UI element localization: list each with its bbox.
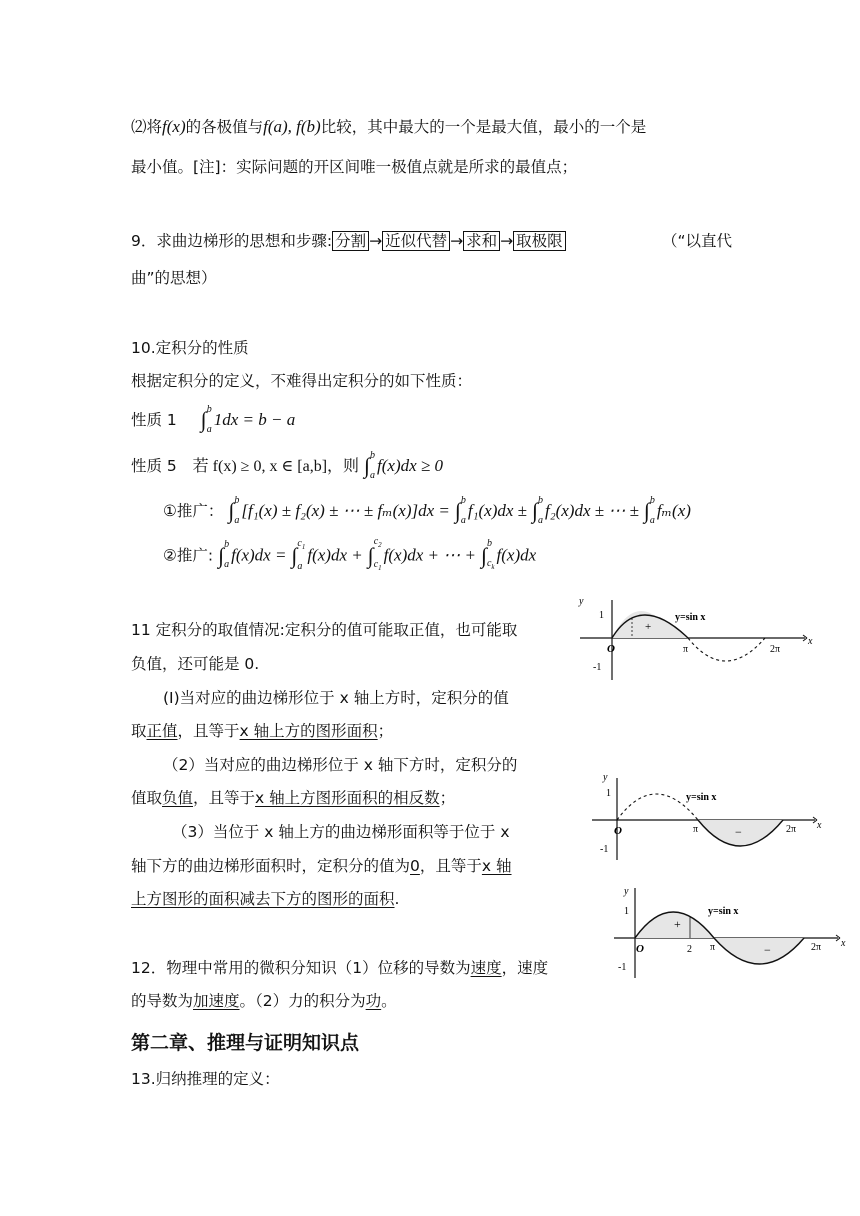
- x-label: x: [841, 938, 846, 949]
- text: ，且等于: [419, 857, 482, 875]
- plus-sign: +: [674, 917, 681, 931]
- generalization-1-rhs-3: fₘ(x): [656, 501, 691, 520]
- text: ；: [377, 722, 394, 740]
- property-5-condition: 若 f(x) ≥ 0, x ∈ [a,b]，则: [192, 458, 360, 475]
- origin-label: O: [636, 943, 644, 955]
- tick-pi: π: [683, 644, 689, 655]
- text: 。: [381, 992, 397, 1010]
- tick-neg-1: -1: [593, 662, 602, 673]
- text: ，速度: [501, 959, 549, 977]
- math-fx: f(x): [162, 117, 186, 136]
- underlined-term: 加速度: [193, 992, 240, 1010]
- generalization-2-term-1: f(x)dx +: [307, 545, 363, 565]
- integral-sign: ∫: [363, 453, 371, 478]
- y-label: y: [579, 596, 584, 607]
- tick-2pi: 2π: [770, 644, 781, 655]
- sine-graph-negative: [590, 768, 825, 863]
- integral-sign: ∫: [531, 498, 538, 523]
- property-1-formula: 1dx = b − a: [213, 410, 296, 429]
- section-11-case-3: （3）当位于 x 轴上方的曲边梯形面积等于位于 x: [172, 823, 510, 841]
- para-extrema-note: 最小值。[注]：实际问题的开区间唯一极值点就是所求的最值点；: [131, 158, 578, 176]
- section-11-case-1: (Ⅰ)当对应的曲边梯形位于 x 轴上方时，定积分的值: [163, 689, 509, 707]
- section-11-case-2: （2）当对应的曲边梯形位于 x 轴下方时，定积分的: [163, 756, 518, 774]
- underlined-term: 正值: [146, 722, 178, 740]
- section-11-case-1-cont: [131, 721, 393, 741]
- tick-pi: π: [710, 942, 716, 953]
- section-13-title: 13.归纳推理的定义：: [131, 1070, 280, 1088]
- x-label: x: [817, 820, 822, 831]
- generalization-2-lhs: f(x)dx =: [231, 545, 287, 565]
- section-11-line-1: 11 定积分的取值情况:定积分的值可能取正值，也可能取: [131, 621, 518, 639]
- text: ⑵将: [131, 118, 163, 136]
- tick-1: 1: [599, 610, 604, 621]
- tick-2pi: 2π: [811, 942, 822, 953]
- section-10-intro: 根据定积分的定义，不难得出定积分的如下性质：: [131, 372, 473, 390]
- y-label: y: [603, 772, 608, 783]
- section-9: [131, 231, 566, 251]
- step-box-4: 取极限: [513, 231, 566, 251]
- tick-neg-1: -1: [600, 844, 609, 855]
- arrow-right-icon: →: [450, 232, 464, 250]
- tick-pi: π: [693, 824, 699, 835]
- generalization-2-term-3: f(x)dx: [496, 545, 537, 565]
- text: 12．物理中常用的微积分知识（1）位移的导数为: [131, 959, 471, 977]
- integral-sign: ∫: [480, 542, 487, 568]
- integral-sign: ∫: [454, 498, 461, 523]
- section-10-title: 10.定积分的性质: [131, 339, 249, 357]
- minus-sign: −: [764, 943, 771, 957]
- tick-2: 2: [687, 944, 692, 955]
- function-label: y=sin x: [686, 792, 717, 803]
- text: 的各极值与: [185, 118, 264, 136]
- section-11-case-3-cont: [131, 856, 512, 876]
- arrow-right-icon: →: [500, 232, 514, 250]
- text: ，且等于: [193, 789, 256, 807]
- math-fa-fb: f(a), f(b): [263, 117, 321, 136]
- property-1: 性质 1 ∫ b a 1dx = b − a: [131, 403, 296, 435]
- text: 比较，其中最大的一个是最大值，最小的一个是: [320, 118, 647, 136]
- function-label: y=sin x: [708, 906, 739, 917]
- section-11-case-2-cont: [131, 788, 455, 808]
- y-label: y: [624, 886, 629, 897]
- generalization-1-label: ①推广：: [163, 502, 224, 520]
- section-9-tail: （“以直代: [662, 232, 733, 250]
- sine-graph-positive: [575, 592, 815, 684]
- property-1-label: 性质 1: [131, 411, 177, 429]
- section-9-lead: 9．求曲边梯形的思想和步骤:: [131, 232, 333, 250]
- text: ，且等于: [177, 722, 240, 740]
- function-label: y=sin x: [675, 612, 706, 623]
- step-box-2: 近似代替: [382, 231, 450, 251]
- step-box-3: 求和: [463, 231, 500, 251]
- property-5-label: 性质 5: [131, 457, 177, 475]
- text: 轴下方的曲边梯形面积时，定积分的值为: [131, 857, 411, 875]
- text: 取: [131, 722, 147, 740]
- underlined-term: x 轴: [481, 857, 512, 875]
- underlined-term: 上方图形的面积减去下方的图形的面积: [131, 890, 395, 908]
- generalization-1-lhs: [f₁(x) ± f₂(x) ± ⋯ ± fₘ(x)]dx =: [241, 501, 450, 520]
- sine-graph-both: [612, 882, 850, 982]
- integral-sign: ∫: [200, 407, 207, 432]
- sine-curve-dashed: [688, 638, 765, 661]
- arrow-right-icon: →: [369, 232, 383, 250]
- plus-sign: +: [645, 621, 652, 633]
- section-12-line-2: [131, 991, 397, 1011]
- text: 。（2）力的积分为: [239, 992, 366, 1010]
- origin-label: O: [607, 643, 615, 655]
- underlined-term: 0: [410, 857, 420, 875]
- integral-sign: ∫: [228, 498, 235, 523]
- text: .: [394, 890, 400, 908]
- property-5-formula: f(x)dx ≥ 0: [377, 456, 443, 475]
- tick-2pi: 2π: [786, 824, 797, 835]
- chapter-2-heading: 第二章、推理与证明知识点: [131, 1032, 360, 1054]
- integral-sign: ∫: [218, 542, 225, 568]
- integral-sign: ∫: [367, 542, 374, 568]
- generalization-1-rhs-2: f₂(x)dx ± ⋯ ±: [544, 501, 639, 520]
- generalization-1-rhs-1: f₁(x)dx ±: [467, 501, 527, 520]
- tick-neg-1: -1: [618, 962, 627, 973]
- x-label: x: [808, 636, 813, 647]
- section-9-tail-2: 曲”的思想）: [131, 269, 217, 287]
- tick-1: 1: [624, 906, 629, 917]
- integral-sign: ∫: [291, 542, 298, 568]
- text: 值取: [131, 789, 163, 807]
- origin-label: O: [614, 825, 622, 837]
- step-box-1: 分割: [332, 231, 369, 251]
- section-12-line-1: [131, 958, 548, 978]
- generalization-2: ②推广: ∫ b a f(x)dx = ∫ $c_1$ a f(x)dx + ∫ $c_2$ $c_1$ f(x)dx + ⋯ + ∫ b $c_k$ f(x)dx: [163, 536, 537, 572]
- property-5: 性质 5 若 f(x) ≥ 0, x ∈ [a,b]，则 ∫ b a f(x)dx ≥ 0: [131, 449, 443, 481]
- generalization-1: ①推广： ∫ b a [f₁(x) ± f₂(x) ± ⋯ ± fₘ(x)]dx = ∫ b a f₁(x)dx ± ∫ b a f₂(x)dx ± ⋯ ± ∫ b a fₘ(x): [163, 494, 691, 526]
- text: ；: [439, 789, 456, 807]
- integral-sign: ∫: [643, 498, 650, 523]
- underlined-term: 速度: [470, 959, 502, 977]
- generalization-2-term-2: f(x)dx + ⋯ +: [383, 545, 476, 565]
- section-11-case-3-end: [131, 889, 399, 909]
- para-extrema-compare: [131, 117, 646, 137]
- underlined-term: 负值: [162, 789, 194, 807]
- minus-sign: −: [735, 825, 742, 839]
- generalization-2-label: ②推广:: [163, 546, 214, 565]
- tick-1: 1: [606, 788, 611, 799]
- underlined-term: 功: [365, 992, 382, 1010]
- underlined-term: x 轴上方的图形面积: [239, 722, 378, 740]
- text: 的导数为: [131, 992, 194, 1010]
- underlined-term: x 轴上方图形面积的相反数: [255, 789, 440, 807]
- section-11-line-2: 负值，还可能是 0.: [131, 655, 260, 673]
